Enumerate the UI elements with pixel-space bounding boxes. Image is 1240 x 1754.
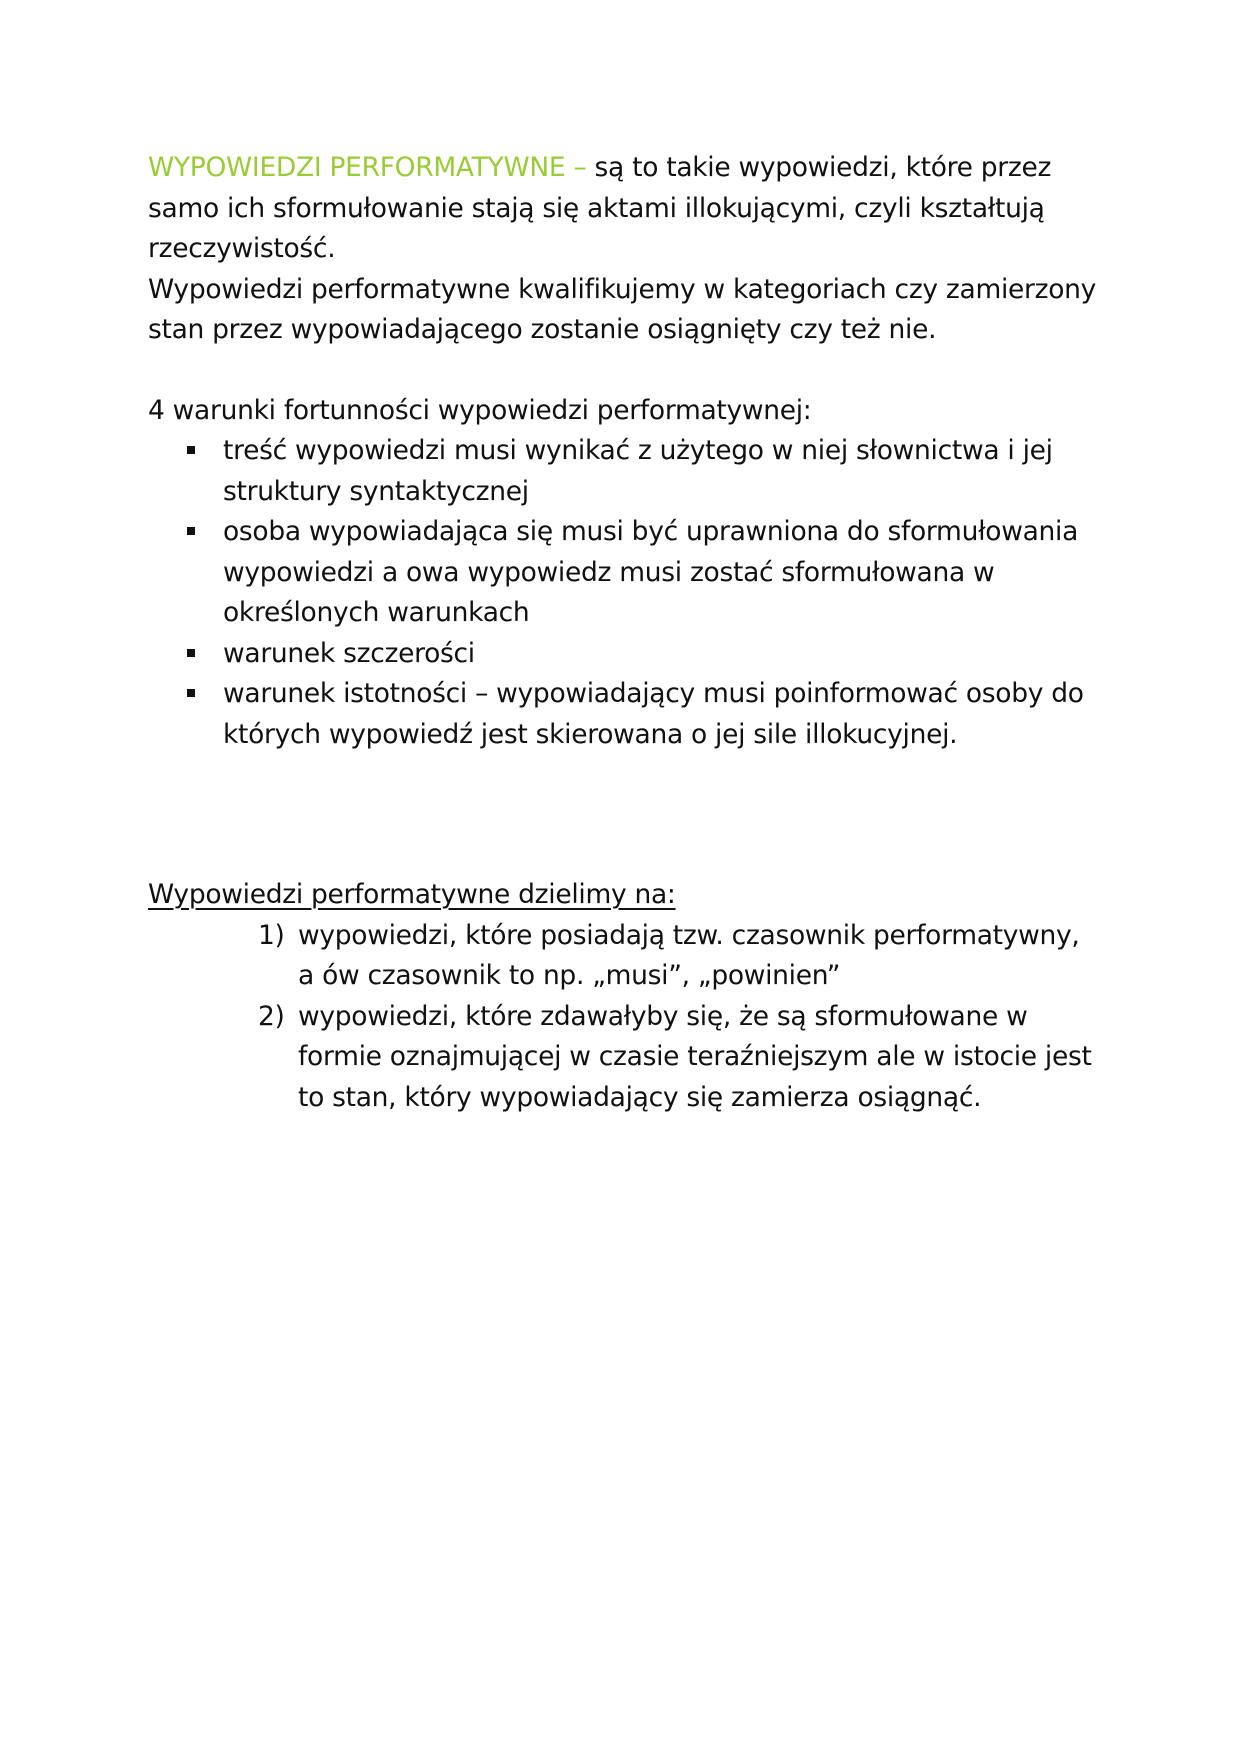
- list-item: [258, 916, 1098, 997]
- conditions-heading: 4 warunki fortunności wypowiedzi performatywnej:: [148, 394, 812, 426]
- conditions-list: [148, 431, 1098, 755]
- spacer: [148, 755, 1098, 875]
- list-item: [223, 674, 1098, 755]
- term-heading: WYPOWIEDZI PERFORMATYWNE –: [148, 152, 587, 183]
- list-item: [223, 431, 1098, 512]
- list-item-number: 1): [258, 919, 285, 951]
- list-item-text: warunek szczerości: [223, 637, 475, 669]
- square-bullet-icon: [187, 527, 195, 535]
- square-bullet-icon: [187, 649, 195, 657]
- division-list: [148, 916, 1098, 1119]
- list-item-number: 2): [258, 1000, 285, 1032]
- list-item: [258, 997, 1098, 1119]
- qualification-paragraph: Wypowiedzi performatywne kwalifikujemy w kategoriach czy zamierzony stan przez wypowiadającego zostanie osiągnięty czy też nie.: [148, 273, 1097, 345]
- list-item: [223, 512, 1098, 634]
- list-item-text: wypowiedzi, które posiadają tzw. czasownik performatywny, a ów czasownik to np. „musi”, „powinien”: [298, 919, 1080, 991]
- square-bullet-icon: [187, 689, 195, 697]
- definition-paragraph: [148, 148, 1098, 270]
- spacer: [148, 351, 1098, 391]
- list-item-text: treść wypowiedzi musi wynikać z użytego w niej słownictwa i jej struktury syntaktycznej: [223, 435, 1053, 507]
- list-item-text: warunek istotności – wypowiadający musi poinformować osoby do których wypowiedź jest skierowana o jej sile illokucyjnej.: [223, 678, 1084, 750]
- document-page: [148, 148, 1098, 1118]
- division-heading: Wypowiedzi performatywne dzielimy na:: [148, 879, 676, 910]
- square-bullet-icon: [187, 446, 195, 454]
- term-definition: są to takie wypowiedzi, które przez samo ich sformułowanie stają się aktami illokującymi, czyli kształtują rzeczywistość.: [148, 152, 1052, 264]
- list-item: [223, 634, 1098, 675]
- list-item-text: osoba wypowiadająca się musi być uprawniona do sformułowania wypowiedzi a owa wypowiedz musi zostać sformułowana w określonych warunkach: [223, 516, 1079, 628]
- list-item-text: wypowiedzi, które zdawałyby się, że są sformułowane w formie oznajmującej w czasie teraźniejszym ale w istocie jest to stan, który wypowiadający się zamierza osiągnąć.: [298, 1000, 1092, 1113]
